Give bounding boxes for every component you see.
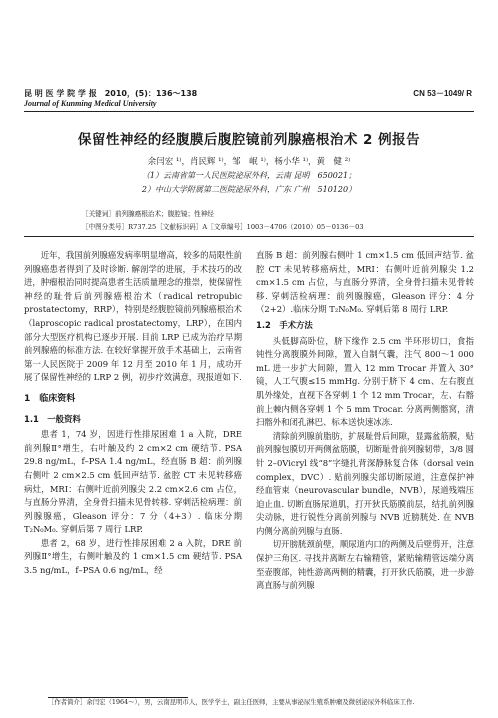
method-paragraph-2: 清除前列腺前脂肪，扩展耻骨后间隙，显露盆筋膜，贴前列腺包膜切开两侧盆筋膜，切断耻骨前列腺韧带，3/8 圆针 2–0Vicryl 线“8”字缝扎背深静脉复合体（dorsal vein complex，DVC）. 贴前列腺尖部切断尿道，注意保护神经血管束（neurovascular bundle，NVB），尿道残端压迫止血. 切断直肠尿道肌，打开狄氏筋膜前层，结扎前列腺尖动脉，进行锐性分离前列腺与 NVB 近膀胱处. 在 NVB 内侧分离前列腺与直肠. <box>256 430 474 536</box>
case-2-paragraph: 患者 2，68 岁，进行性排尿困难 2 a 入院，DRE 前列腺Ⅱ°增生，右侧叶触及约 1 cm×1.5 cm 硬结节. PSA 3.5 ng/mL，f–PSA 0.6 ng/mL，经 <box>24 537 242 576</box>
right-column <box>256 249 474 593</box>
journal-english-name: Journal of Kunming Medical University <box>24 99 157 108</box>
abstract-rule <box>24 236 474 237</box>
intro-paragraph: 近年，我国前列腺癌发病率明显增高，较多的局限性前列腺癌患者得到了及时诊断. 解剖学的进展，手术技巧的改进，肿瘤根治同时提高患者生活质量理念的推崇，使保留性神经的耻骨后前列腺癌根治术（radical retropubic prostatectomy，RRP），特别是经腹腔镜前列腺癌根治术（laproscopic radical prostatectomy，LRP），在国内部分大型医疗机构已逐步开展. 目前 LRP 已成为治疗早期前列腺癌的标准方法. 在较好掌握开放手术基础上，云南省第一人民医院于 2009 年 12 月至 2010 年 1 月，成功开展了保留性神经的 LRP 2 例，初步疗效满意，现报道如下. <box>24 250 242 383</box>
author-footnote: ［作者简介］余闫宏（1964～），男，云南昆明市人，医学学士，副主任医师，主要从事泌尿生殖系肿瘤及微创泌尿外科临床工作. <box>48 698 415 706</box>
classification-codes: ［中图分类号］R737.25［文献标识码］A［文章编号］1003－4706（2010）05－0136－03 <box>82 223 364 231</box>
left-column <box>24 249 242 578</box>
method-paragraph-3: 切开膀胱颈前壁，顺尿道内口的两侧及后壁剪开，注意保护三角区. 寻找并离断左右输精管，紧贴输精管远端分离至壶腹部，钝性游离两侧的精囊，打开狄氏筋膜，进一步游离直肠与前列腺 <box>256 539 474 591</box>
method-paragraph-1: 头低脚高卧位，脐下缘作 2.5 cm 半环形切口，食指钝性分离腹膜外间隙，置入自制气囊，注气 800～1 000 mL 进一步扩大间隙，置入 12 mm Trocar 并置入 30° 镜，人工气腹≤15 mmHg. 分别于脐下 4 cm、左右腹直肌外缘处，直视下各穿刺 1 个 12 mm Trocar，左、右髂前上棘内侧各穿刺 1 个 5 mm Trocar. 分离两侧髂窝，清扫髂外和闭孔淋巴、标本送快速冰冻. <box>256 335 474 428</box>
affiliation-1: （1）云南省第一人民医院泌尿外科，云南 昆明 650021； <box>141 171 357 180</box>
keywords: ［关键词］前列腺癌根治术；腹腔镜；性神经 <box>82 210 214 218</box>
cn-code: CN 53－1049/ R <box>413 89 472 98</box>
author-list: 余闫宏 ¹⁾，肖民辉 ¹⁾，邹 岷 ¹⁾，杨小华 ¹⁾，黄 健 ²⁾ <box>147 157 351 167</box>
case-1-paragraph: 患者 1，74 岁，因进行性排尿困难 1 a 入院，DRE 前列腺Ⅱ°增生，右叶触及约 2 cm×2 cm 硬结节. PSA 29.8 ng/mL，f–PSA 1.4 ng/mL，经直肠 B 超：前列腺右侧叶 2 cm×2.5 cm 低回声结节. 盆腔 CT 未见转移癌病灶，MRI：右侧叶近前列腺尖 2.2 cm×2.6 cm 占位，与直肠分界清，全身骨扫描未见骨转移. 穿刺活检病理：前列腺腺癌，Gleason 评分：7 分（4+3）. 临床分期 T₂N₀M₀. 穿刺后第 7 周行 LRP. <box>24 429 242 535</box>
case-2-continued: 直肠 B 超：前列腺右侧叶 1 cm×1.5 cm 低回声结节. 盆腔 CT 未见转移癌病灶，MRI：右侧叶近前列腺尖 1.2 cm×1.5 cm 占位，与直肠分界清，全身骨扫描未见骨转移. 穿刺活检病理：前列腺腺癌，Gleason 评分：4 分（2+2）.临床分期 T₂N₀M₀. 穿刺后第 8 周行 LRP. <box>256 250 474 315</box>
subsection-heading: 1.2 手术方法 <box>256 319 313 330</box>
affiliation-2: 2）中山大学附属第二医院泌尿外科，广东 广州 510120） <box>141 185 357 194</box>
article-title: 保留性神经的经腹膜后腹腔镜前列腺癌根治术 2 例报告 <box>77 132 421 148</box>
section-heading: 1 临床资料 <box>24 393 76 404</box>
journal-header: 昆 明 医 学 院 学 报 2010，(5)：136～138 <box>24 89 198 98</box>
subsection-heading: 1.1 一般资料 <box>24 413 81 424</box>
header-rule <box>24 111 474 112</box>
